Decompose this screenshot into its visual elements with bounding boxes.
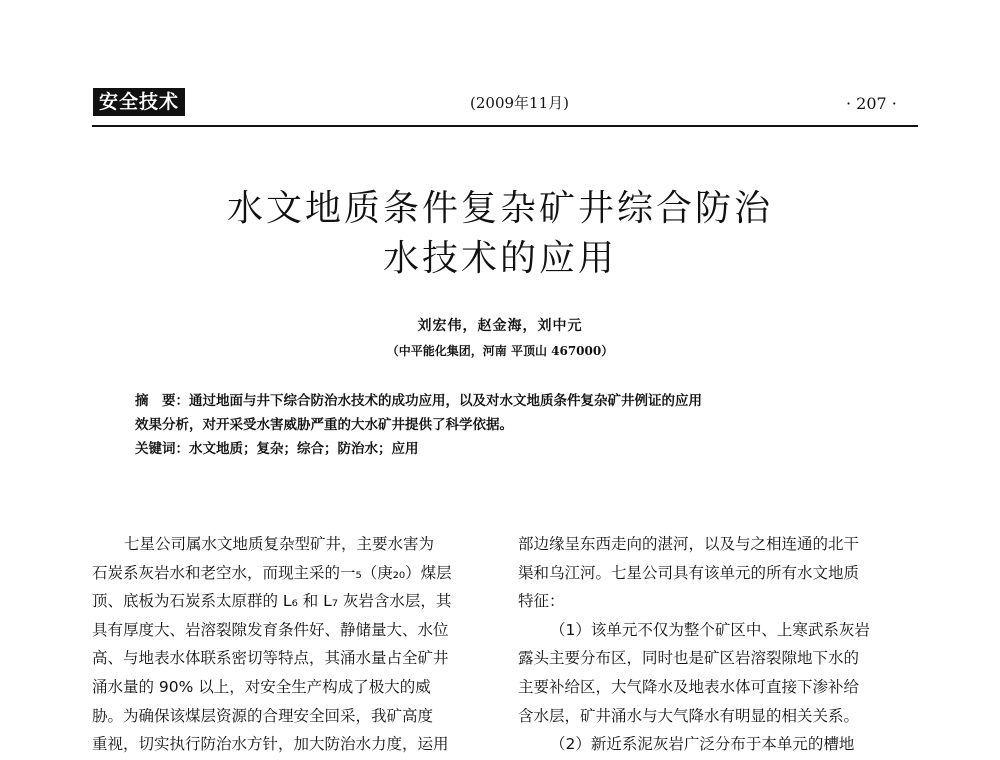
- keywords-text: 水文地质；复杂；综合；防治水；应用: [189, 441, 419, 457]
- abstract-text1: 通过地面与井下综合防治水技术的成功应用，以及对水文地质条件复杂矿井例证的应用: [189, 393, 702, 409]
- body-line: 石炭系灰岩水和老空水，而现主采的一₅（庚₂₀）煤层: [92, 563, 452, 582]
- body-line: 特征：: [518, 592, 565, 611]
- affiliation: （中平能化集团，河南 平顶山 467000）: [386, 344, 614, 358]
- article-title-line1: 水文地质条件复杂矿井综合防治: [226, 188, 773, 229]
- body-line: 部边缘呈东西走向的湛河，以及与之相连通的北干: [518, 535, 860, 553]
- body-line: （2）新近系泥灰岩广泛分布于本单元的槽地: [550, 735, 855, 754]
- article-title-line2: 水技术的应用: [382, 238, 617, 279]
- body-line: 顶、底板为石炭系太原群的 L₆ 和 L₇ 灰岩含水层，其: [92, 592, 452, 611]
- body-left-column: [92, 530, 512, 759]
- body-line: 高、与地表水体联系密切等特点，其涌水量占全矿井: [92, 649, 449, 668]
- body-line: 七星公司属水文地质复杂型矿井，主要水害为: [124, 535, 435, 553]
- body-line: 重视，切实执行防治水方针，加大防治水力度，运用: [92, 735, 449, 754]
- abstract-block: [135, 389, 875, 461]
- body-right-column: [518, 530, 938, 759]
- body-line: 主要补给区，大气降水及地表水体可直接下渗补给: [518, 677, 860, 696]
- body-line: 涌水量的 90% 以上，对安全生产构成了极大的威: [92, 677, 431, 696]
- body-line: （1）该单元不仅为整个矿区中、上寒武系灰岩: [550, 620, 870, 639]
- keywords-line: [135, 437, 875, 461]
- abstract-label: 摘 要：: [135, 393, 189, 409]
- header-rule: [92, 125, 918, 127]
- body-line: 含水层，矿井涌水与大气降水有明显的相关关系。: [518, 706, 860, 725]
- body-line: 露头主要分布区，同时也是矿区岩溶裂隙地下水的: [518, 649, 860, 668]
- keywords-label: 关键词：: [135, 441, 189, 457]
- body-line: 具有厚度大、岩溶裂隙发育条件好、静储量大、水位: [92, 620, 449, 639]
- section-badge: 安全技术: [93, 88, 185, 116]
- issue-date: (2009年11月): [470, 94, 569, 112]
- abstract-line1: [135, 389, 875, 413]
- body-line: 渠和乌江河。七星公司具有该单元的所有水文地质: [518, 563, 860, 582]
- body-line: 胁。为确保该煤层资源的合理安全回采，我矿高度: [92, 706, 434, 725]
- authors: 刘宏伟，赵金海，刘中元: [417, 318, 583, 334]
- abstract-line2: 效果分析，对开采受水害威胁严重的大水矿井提供了科学依据。: [135, 417, 513, 433]
- page-number: · 207 ·: [846, 94, 897, 113]
